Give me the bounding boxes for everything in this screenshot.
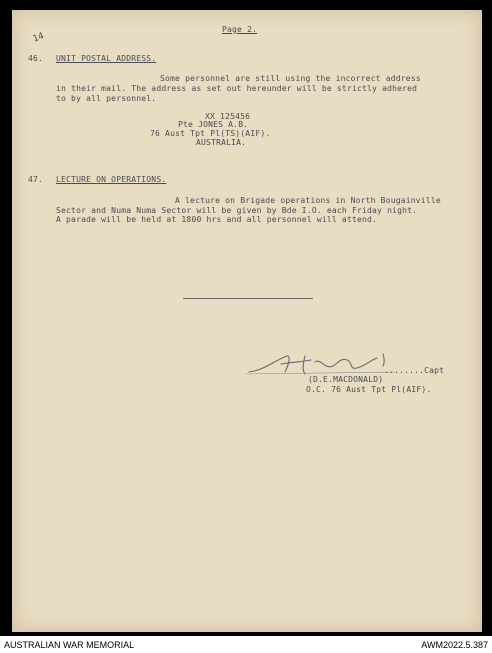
section-46-number: 46.	[28, 54, 44, 63]
address-line-3: 76 Aust Tpt Pl(TS)(AIF).	[150, 129, 271, 138]
section-46-line-3: to by all personnel.	[56, 94, 157, 103]
footer-bar	[0, 636, 492, 653]
page-number: Page 2.	[222, 25, 258, 34]
section-47-number: 47.	[28, 175, 44, 184]
margin-annotation: 14	[31, 31, 46, 45]
footer-source: AUSTRALIAN WAR MEMORIAL	[4, 640, 135, 650]
separator-line	[183, 298, 313, 299]
address-line-4: AUSTRALIA.	[196, 138, 247, 147]
address-line-2: Pte JONES A.B.	[178, 120, 249, 129]
address-line-1: XX 125456	[205, 112, 251, 121]
signatory-name: (D.E.MACDONALD)	[308, 375, 384, 384]
section-47-heading: LECTURE ON OPERATIONS.	[56, 175, 167, 184]
signature-line: ........Capt	[384, 366, 445, 375]
section-46-heading: UNIT POSTAL ADDRESS.	[56, 54, 157, 63]
section-47-line-2: Sector and Numa Numa Sector will be given by Bde I.O. each Friday night.	[56, 206, 418, 215]
footer-reference: AWM2022.5.387	[421, 640, 488, 650]
section-47-line-3: A parade will be held at 1800 hrs and all personnel will attend.	[56, 215, 378, 224]
section-46-line-2: in their mail. The address as set out hereunder will be strictly adhered	[56, 84, 418, 93]
section-46-line-1: Some personnel are still using the incorrect address	[160, 74, 421, 83]
document-page	[12, 10, 482, 632]
signatory-title: O.C. 76 Aust Tpt Pl(AIF).	[306, 385, 432, 394]
section-47-line-1: A lecture on Brigade operations in North Bougainville	[175, 196, 441, 205]
